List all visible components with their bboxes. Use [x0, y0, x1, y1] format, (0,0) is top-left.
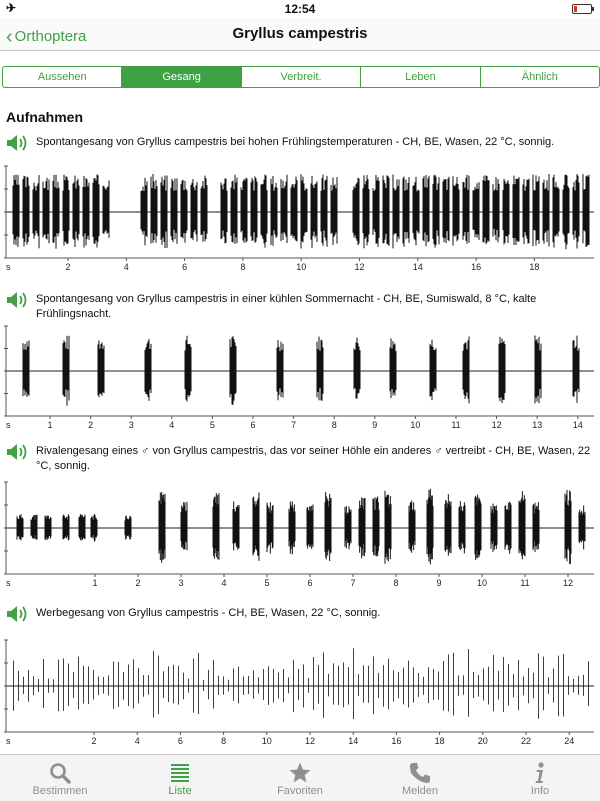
waveform-burst: [491, 504, 497, 552]
tab-bar: [0, 754, 600, 801]
waveform-burst: [445, 494, 451, 555]
time-tick-label: 10: [476, 578, 488, 588]
waveform-burst: [453, 176, 459, 245]
waveform-burst: [93, 174, 99, 247]
waveform-burst: [267, 502, 273, 553]
waveform-burst: [390, 338, 396, 398]
back-button-label: Orthoptera: [14, 28, 87, 45]
waveform-burst: [63, 175, 69, 246]
time-tick-label: 12: [491, 420, 502, 430]
waveform-burst: [553, 175, 559, 248]
time-tick-label: 16: [471, 262, 482, 272]
waveform-burst: [321, 175, 327, 247]
waveform-burst: [23, 176, 29, 247]
waveform-burst: [230, 336, 236, 405]
waveform-burst: [141, 178, 147, 245]
time-tick-label: 3: [128, 420, 134, 430]
time-tick-label: 9: [372, 420, 378, 430]
waveform-burst: [233, 502, 239, 551]
segment-gesang[interactable]: Gesang: [122, 67, 241, 87]
tab-label: Liste: [168, 785, 192, 797]
navigation-bar: [0, 18, 600, 51]
time-tick-label: 24: [564, 736, 575, 746]
time-tick-label: 14: [348, 736, 359, 746]
waveform-burst: [325, 492, 331, 561]
waveform-burst: [271, 176, 277, 246]
waveform-burst: [413, 177, 419, 246]
time-tick-label: 6: [250, 420, 256, 430]
tab-info[interactable]: [480, 755, 600, 801]
battery-icon: [572, 4, 592, 14]
time-unit-label: s: [6, 420, 11, 430]
tab-label: Favoriten: [277, 785, 323, 797]
waveform-burst: [433, 175, 439, 248]
time-tick-label: 20: [477, 736, 488, 746]
recording-header: [6, 442, 591, 474]
tab-favoriten[interactable]: [240, 755, 360, 801]
tab-label: Melden: [401, 785, 439, 797]
waveform-burst: [383, 175, 389, 246]
phone-icon: [360, 761, 480, 787]
time-tick-label: 22: [520, 736, 532, 746]
waveform-burst: [91, 514, 97, 541]
segmented-control: [2, 66, 600, 88]
waveform-burst: [463, 337, 469, 404]
time-tick-label: 10: [410, 420, 421, 430]
waveform-burst: [353, 178, 359, 245]
time-tick-label: 8: [240, 262, 246, 272]
time-tick-label: 14: [572, 420, 583, 430]
tab-label: Bestimmen: [32, 785, 88, 797]
time-tick-label: 2: [65, 262, 71, 272]
time-tick-label: 5: [264, 578, 270, 588]
time-tick-label: 2: [88, 420, 94, 430]
time-tick-label: 12: [304, 736, 316, 746]
status-time: 12:54: [284, 2, 316, 16]
time-tick-label: 12: [354, 262, 365, 272]
waveform-plot[interactable]: [2, 634, 598, 746]
section-title: Aufnahmen: [6, 109, 83, 125]
speaker-icon[interactable]: [6, 604, 30, 624]
waveform-burst: [125, 516, 131, 540]
waveform-burst: [443, 177, 449, 243]
recording-header: [6, 604, 591, 621]
waveform-burst: [459, 501, 465, 553]
time-tick-label: 4: [134, 736, 140, 746]
waveform-burst: [261, 175, 267, 248]
waveform-burst: [535, 335, 541, 403]
waveform-burst: [533, 175, 539, 247]
tab-melden[interactable]: [360, 755, 480, 801]
time-tick-label: 3: [178, 578, 184, 588]
waveform-burst: [373, 175, 379, 247]
waveform-burst: [289, 501, 295, 554]
tab-label: Info: [530, 785, 550, 797]
waveform-burst: [573, 174, 579, 248]
time-tick-label: 4: [221, 578, 227, 588]
waveform-burst: [83, 176, 89, 248]
recording-title: Spontangesang von Gryllus campestris bei hohen Frühlingstemperaturen - CH, BE, Wasen, 22 °C, sonnig.: [36, 136, 555, 148]
time-tick-label: 18: [529, 262, 540, 272]
waveform-burst: [253, 492, 259, 560]
waveform-plot[interactable]: [2, 160, 598, 272]
waveform-burst: [221, 179, 227, 244]
waveform-plot[interactable]: [2, 476, 598, 588]
time-tick-label: 9: [436, 578, 442, 588]
waveform-burst: [543, 174, 549, 247]
recording-title: Rivalengesang eines ♂ von Gryllus campestris, das vor seiner Höhle ein anderes ♂ vertreibt - CH, BE, Wasen, 22 °C, sonnig.: [36, 445, 591, 472]
waveform-burst: [145, 339, 151, 401]
waveform-burst: [493, 177, 499, 242]
time-tick-label: 7: [291, 420, 297, 430]
waveform-burst: [345, 506, 351, 549]
chevron-left-icon: ‹: [6, 26, 13, 48]
waveform-burst: [201, 176, 207, 242]
time-tick-label: 2: [91, 736, 97, 746]
segment-aehnlich[interactable]: Ähnlich: [521, 71, 558, 83]
time-tick-label: 5: [209, 420, 215, 430]
waveform-burst: [63, 336, 69, 406]
waveform-burst: [13, 175, 19, 247]
time-tick-label: 12: [562, 578, 574, 588]
waveform-burst: [231, 175, 237, 244]
waveform-burst: [359, 497, 365, 558]
time-tick-label: 13: [532, 420, 543, 430]
tab-liste[interactable]: [120, 755, 240, 801]
waveform-burst: [533, 502, 539, 552]
waveform-burst: [463, 175, 469, 244]
waveform-burst: [79, 514, 85, 540]
waveform-burst: [483, 175, 489, 244]
waveform-burst: [151, 174, 157, 244]
time-tick-label: 11: [451, 420, 461, 430]
waveform-burst: [159, 492, 165, 563]
waveform-burst: [191, 179, 197, 241]
waveform-burst: [573, 336, 579, 403]
waveform-burst: [103, 180, 109, 237]
waveform-burst: [317, 337, 323, 401]
time-tick-label: 8: [221, 736, 227, 746]
waveform-burst: [43, 178, 49, 243]
waveform-burst: [171, 178, 177, 243]
search-icon: [0, 761, 120, 787]
waveform-burst: [579, 506, 585, 550]
waveform-burst: [331, 177, 337, 245]
waveform-burst: [181, 180, 187, 243]
speaker-icon[interactable]: [6, 290, 30, 310]
time-unit-label: s: [6, 262, 11, 272]
waveform-burst: [307, 504, 313, 548]
waveform-burst: [241, 178, 247, 243]
waveform-burst: [301, 174, 307, 248]
segment-aussehen[interactable]: Aussehen: [3, 67, 122, 87]
star-icon: [240, 761, 360, 787]
waveform-burst: [565, 490, 571, 564]
waveform-burst: [45, 515, 51, 540]
waveform-burst: [277, 340, 283, 400]
waveform-burst: [213, 493, 219, 560]
waveform-burst: [427, 489, 433, 565]
waveform-burst: [505, 501, 511, 553]
waveform-burst: [475, 495, 481, 560]
waveform-burst: [499, 337, 505, 403]
waveform-burst: [98, 340, 104, 397]
waveform-burst: [63, 514, 69, 540]
waveform-burst: [181, 502, 187, 550]
waveform-burst: [23, 341, 29, 397]
info-icon: [480, 761, 600, 787]
waveform-burst: [430, 340, 436, 401]
time-tick-label: 14: [412, 262, 423, 272]
time-tick-label: 6: [177, 736, 183, 746]
waveform-burst: [393, 175, 399, 249]
recording-header: [6, 133, 591, 150]
recording-title: Werbegesang von Gryllus campestris - CH, BE, Wasen, 22 °C, sonnig.: [36, 607, 381, 619]
time-tick-label: 7: [350, 578, 356, 588]
waveform-burst: [473, 182, 479, 240]
waveform-burst: [17, 514, 23, 540]
airplane-mode-icon: ✈: [6, 1, 17, 15]
time-tick-label: 10: [261, 736, 272, 746]
time-tick-label: 8: [331, 420, 337, 430]
waveform-burst: [251, 176, 257, 242]
recording-title: Spontangesang von Gryllus campestris in einer kühlen Sommernacht - CH, BE, Sumiswald, 8 °C, kalte Frühlingsnacht.: [36, 293, 537, 320]
time-tick-label: 1: [47, 420, 53, 430]
time-tick-label: 8: [393, 578, 399, 588]
time-tick-label: 16: [391, 736, 402, 746]
waveform-burst: [291, 177, 297, 242]
speaker-icon[interactable]: [6, 442, 30, 462]
waveform-burst: [403, 177, 409, 247]
waveform-burst: [513, 176, 519, 245]
page-title: Gryllus campestris: [232, 25, 368, 42]
waveform-burst: [519, 491, 525, 559]
speaker-icon[interactable]: [6, 133, 30, 153]
waveform-burst: [53, 175, 59, 249]
waveform-burst: [33, 175, 39, 248]
time-tick-label: 18: [434, 736, 445, 746]
waveform-burst: [503, 179, 509, 245]
waveform-burst: [523, 179, 529, 244]
waveform-burst: [185, 336, 191, 402]
tab-bestimmen[interactable]: [0, 755, 120, 801]
time-unit-label: s: [6, 578, 11, 588]
waveform-burst: [311, 176, 317, 248]
status-bar: [0, 0, 600, 18]
waveform-plot[interactable]: [2, 320, 598, 430]
waveform-burst: [354, 338, 360, 399]
recording-header: [6, 290, 591, 322]
time-tick-label: 11: [520, 578, 530, 588]
waveform-burst: [31, 515, 37, 540]
time-tick-label: 4: [123, 262, 129, 272]
time-tick-label: 10: [296, 262, 307, 272]
waveform-burst: [281, 175, 287, 243]
waveform-burst: [363, 175, 369, 248]
time-tick-label: 1: [92, 578, 98, 588]
waveform-burst: [563, 174, 569, 249]
waveform-burst: [161, 175, 167, 248]
time-unit-label: s: [6, 736, 11, 746]
time-tick-label: 6: [182, 262, 188, 272]
segment-verbreitung[interactable]: Verbreit.: [242, 67, 361, 87]
waveform-burst: [385, 491, 391, 564]
list-icon: [120, 761, 240, 787]
time-tick-label: 6: [307, 578, 313, 588]
waveform-burst: [73, 176, 79, 247]
waveform-burst: [373, 497, 379, 557]
segment-leben[interactable]: Leben: [361, 67, 480, 87]
waveform-burst: [583, 174, 589, 247]
waveform-burst: [409, 501, 415, 553]
time-tick-label: 4: [169, 420, 175, 430]
time-tick-label: 2: [135, 578, 141, 588]
waveform-burst: [423, 175, 429, 246]
